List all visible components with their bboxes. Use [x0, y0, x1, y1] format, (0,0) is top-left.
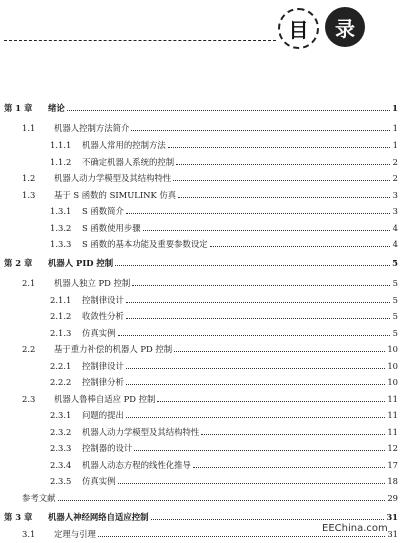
toc-entry-title: 机器人独立 PD 控制 — [54, 278, 131, 288]
toc-entry[interactable] — [50, 222, 398, 234]
toc-entry-page: 2 — [392, 157, 398, 167]
toc-leader-dots — [126, 417, 385, 418]
toc-leader-dots — [178, 197, 390, 198]
toc-leader-dots — [134, 450, 385, 451]
toc-leader-dots — [67, 110, 390, 111]
toc-entry[interactable] — [50, 205, 398, 217]
toc-entry-title: 机器人动力学模型及其结构特性 — [82, 427, 200, 437]
watermark: EEChina.com — [322, 523, 388, 534]
toc-entry-page: 1 — [392, 103, 398, 113]
toc-leader-dots — [201, 434, 385, 435]
toc-entry-title: 机器人鲁棒自适应 PD 控制 — [54, 394, 156, 404]
toc-entry-title: 仿真实例 — [82, 476, 116, 486]
toc-entry-page: 10 — [387, 377, 398, 387]
toc-entry-title: 机器人动力学模型及其结构特性 — [54, 173, 172, 183]
toc-leader-dots — [126, 368, 385, 369]
header-char-lu: 录 — [335, 16, 355, 41]
toc-leader-dots — [210, 246, 390, 247]
toc-entry-page: 1 — [392, 123, 398, 133]
toc-entry-page: 17 — [387, 460, 398, 470]
toc-entry-page: 18 — [387, 476, 398, 486]
toc-entry[interactable] — [50, 238, 398, 250]
toc-entry-page: 4 — [392, 239, 398, 249]
toc-entry-page: 5 — [392, 258, 398, 268]
toc-entry-title: 机器人动态方程的线性化推导 — [82, 460, 191, 470]
toc-entry-page: 12 — [387, 443, 398, 453]
toc-entry-title: 绪论 — [48, 103, 65, 113]
toc-entry-title: 机器人控制方法简介 — [54, 123, 130, 133]
toc-entry-page: 4 — [392, 223, 398, 233]
toc-entry-title: 机器人神经网络自适应控制 — [48, 512, 149, 522]
toc-entry-page: 1 — [392, 140, 398, 150]
toc-leader-dots — [143, 230, 390, 231]
toc-entry-number: 第 1 章 — [4, 103, 33, 113]
toc-leader-dots — [118, 335, 391, 336]
toc-entry-title: 控制律设计 — [82, 361, 124, 371]
toc-leader-dots — [168, 147, 390, 148]
toc-entry-number: 2.3.3 — [50, 443, 72, 453]
toc-leader-dots — [115, 265, 390, 266]
toc-entry[interactable] — [50, 294, 398, 306]
toc-entry-page: 3 — [392, 190, 398, 200]
toc-entry[interactable] — [50, 475, 398, 487]
toc-entry-page: 11 — [387, 410, 398, 420]
toc-leader-dots — [174, 351, 385, 352]
header-circle-mu — [278, 8, 319, 49]
toc-entry[interactable] — [22, 343, 398, 355]
toc-entry-page: 5 — [392, 328, 398, 338]
toc-entry-title: 参考文献 — [22, 493, 56, 503]
toc-entry-number: 1.2 — [22, 173, 36, 183]
toc-entry-number: 2.3.1 — [50, 410, 72, 420]
toc-entry[interactable] — [4, 257, 398, 269]
toc-leader-dots — [132, 285, 390, 286]
toc-entry-number: 2.3.2 — [50, 427, 72, 437]
toc-entry-title: S 函数简介 — [82, 206, 124, 216]
toc-entry[interactable] — [50, 156, 398, 168]
toc-entry-title: 控制器的设计 — [82, 443, 133, 453]
toc-leader-dots — [157, 401, 385, 402]
toc-entry[interactable] — [22, 172, 398, 184]
toc-entry-number: 2.3.5 — [50, 476, 72, 486]
toc-entry-page: 11 — [387, 427, 398, 437]
toc-leader-dots — [118, 483, 386, 484]
toc-entry-number: 1.3 — [22, 190, 36, 200]
toc-entry-number: 2.2 — [22, 344, 36, 354]
toc-entry-title: S 函数使用步骤 — [82, 223, 141, 233]
header-dashed-line — [4, 40, 276, 41]
toc-entry-page: 31 — [386, 512, 398, 522]
toc-entry-number: 2.1.1 — [50, 295, 72, 305]
toc-entry-number: 2.3.4 — [50, 460, 72, 470]
toc-entry-title: 控制律设计 — [82, 295, 124, 305]
toc-entry-page: 2 — [392, 173, 398, 183]
toc-entry-title: 不确定机器人系统的控制 — [82, 157, 175, 167]
toc-entry-number: 2.3 — [22, 394, 36, 404]
toc-entry-title: 机器人常用的控制方法 — [82, 140, 166, 150]
toc-entry[interactable] — [50, 426, 398, 438]
toc-leader-dots — [151, 519, 385, 520]
toc-entry-page: 3 — [392, 206, 398, 216]
toc-leader-dots — [173, 180, 390, 181]
toc-entry-title: 定理与引理 — [54, 529, 96, 539]
toc-entry[interactable] — [50, 310, 398, 322]
toc-header — [0, 0, 405, 60]
toc-entry-title: 收敛性分析 — [82, 311, 124, 321]
toc-entry[interactable] — [22, 189, 398, 201]
toc-leader-dots — [131, 130, 390, 131]
toc-entry[interactable] — [4, 102, 398, 114]
toc-leader-dots — [98, 536, 385, 537]
toc-entry-page: 5 — [392, 295, 398, 305]
toc-entry-number: 2.1.2 — [50, 311, 72, 321]
toc-entry-page: 29 — [387, 493, 398, 503]
toc-entry[interactable] — [22, 122, 398, 134]
toc-entry[interactable] — [50, 139, 398, 151]
toc-entry-title: 控制律分析 — [82, 377, 124, 387]
toc-entry[interactable] — [50, 376, 398, 388]
toc-entry-title: 机器人 PID 控制 — [48, 258, 114, 268]
toc-entry-page: 10 — [387, 361, 398, 371]
toc-entry-number: 第 3 章 — [4, 512, 33, 522]
header-char-mu: 目 — [288, 18, 309, 42]
toc-entry-page: 11 — [387, 394, 398, 404]
toc-entry[interactable] — [22, 492, 398, 504]
header-circle-lu — [325, 7, 365, 47]
toc-leader-dots — [126, 384, 385, 385]
toc-entry-page: 10 — [387, 344, 398, 354]
toc-entry-title: S 函数的基本功能及重要参数设定 — [82, 239, 208, 249]
toc-leader-dots — [176, 164, 390, 165]
toc-entry-number: 第 2 章 — [4, 258, 33, 268]
toc-entry[interactable] — [50, 442, 398, 454]
toc-entry[interactable] — [22, 277, 398, 289]
toc-entry-number: 1.3.2 — [50, 223, 72, 233]
toc-entry-number: 3.1 — [22, 529, 36, 539]
toc-entry-page: 5 — [392, 311, 398, 321]
toc-entry-number: 1.3.1 — [50, 206, 72, 216]
toc-entry-title: 仿真实例 — [82, 328, 116, 338]
toc-entry-number: 2.2.2 — [50, 377, 72, 387]
toc-entry-title: 基于 S 函数的 SIMULINK 仿真 — [54, 190, 177, 200]
toc-entry-title: 问题的提出 — [82, 410, 124, 420]
toc-entry[interactable] — [50, 409, 398, 421]
toc-entry[interactable] — [50, 360, 398, 372]
toc-entry-number: 1.1.1 — [50, 140, 72, 150]
toc-entry[interactable] — [50, 327, 398, 339]
toc-entry-title: 基于重力补偿的机器人 PD 控制 — [54, 344, 173, 354]
toc-entry-number: 2.1.3 — [50, 328, 72, 338]
toc-leader-dots — [126, 318, 390, 319]
toc-entry-number: 2.1 — [22, 278, 36, 288]
toc-entry[interactable] — [50, 459, 398, 471]
toc-leader-dots — [126, 302, 390, 303]
toc-entry-page: 5 — [392, 278, 398, 288]
toc-entry-number: 1.3.3 — [50, 239, 72, 249]
toc-entry[interactable] — [4, 511, 398, 523]
toc-entry-number: 1.1 — [22, 123, 36, 133]
toc-entry-page: 31 — [387, 529, 398, 539]
toc-entry-number: 1.1.2 — [50, 157, 72, 167]
toc-leader-dots — [58, 500, 386, 501]
toc-entry-number: 2.2.1 — [50, 361, 72, 371]
toc-entry[interactable] — [22, 393, 398, 405]
toc-leader-dots — [126, 213, 390, 214]
toc-leader-dots — [193, 467, 385, 468]
